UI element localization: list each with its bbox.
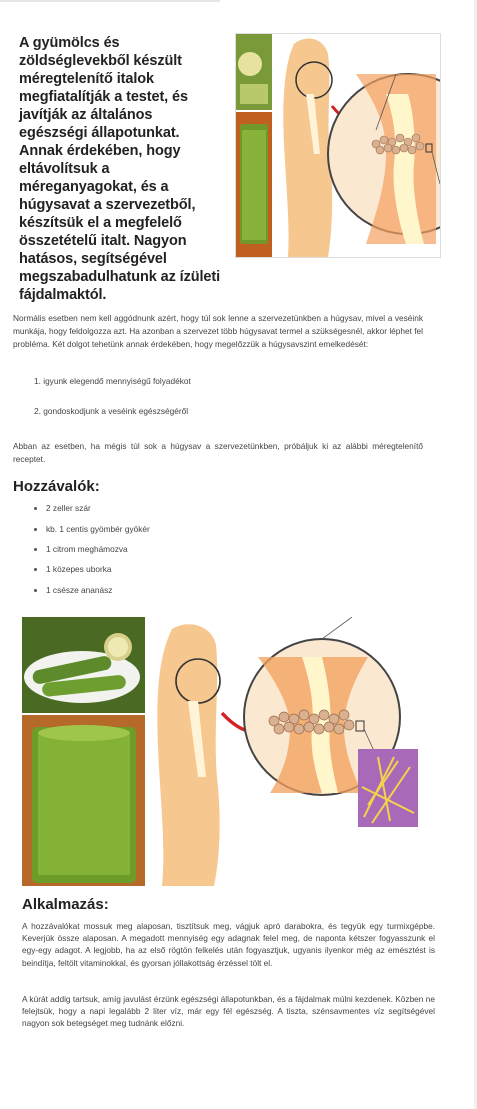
article-illustration bbox=[22, 617, 440, 886]
paragraph-2: Abban az esetben, ha mégis túl sok a húgysav a szervezetünkben, próbáljuk ki az alábbi méregtelenítő receptet. bbox=[13, 441, 423, 464]
gout-foot-illustration bbox=[236, 34, 440, 257]
top-divider bbox=[0, 0, 220, 2]
bullet-icon bbox=[34, 589, 37, 592]
hero-illustration bbox=[235, 33, 441, 258]
ingredients-heading: Hozzávalók: bbox=[13, 478, 100, 495]
gout-juice-illustration bbox=[22, 617, 440, 886]
ingredient-item: 1 citrom meghámozva bbox=[34, 544, 128, 554]
ingredient-item: 1 csésze ananász bbox=[34, 585, 112, 595]
ingredient-item: kb. 1 centis gyömbér gyökér bbox=[34, 524, 150, 534]
ordered-item-2: 2. gondoskodjunk a veséink egészségéről bbox=[34, 406, 189, 416]
usage-paragraph-2: A kúrát addig tartsuk, amíg javulást érzünk egészségi állapotunkban, és a fájdalmak múlni kezdenek. Közben ne felejtsük, hogy a napi legalább 2 liter víz, már egy fél egészség. A tiszta, szénsavmentes víz segítségével nagyon sok betegséget meg tudnánk előzni. bbox=[22, 994, 435, 1029]
paragraph-1: Normális esetben nem kell aggódnunk azért, hogy túl sok lenne a szervezetünkben a húgysav, mivel a veséink munkája, hogy feldolgozza azt. Ha azonban a szervezet több húgysavat termel a szükségesnél, akkor léphet fel probléma. Két dolgot tehetünk annak érdekében, hogy megelőzzük a húgysavszint emelkedését: bbox=[13, 313, 424, 349]
bullet-icon bbox=[34, 507, 37, 510]
ordered-item-1: 1. igyunk elegendő mennyiségű folyadékot bbox=[34, 376, 191, 386]
bullet-icon bbox=[34, 528, 37, 531]
ingredient-item: 1 közepes uborka bbox=[34, 564, 112, 574]
ingredient-item: 2 zeller szár bbox=[34, 503, 91, 513]
usage-heading: Alkalmazás: bbox=[22, 896, 109, 913]
bullet-icon bbox=[34, 548, 37, 551]
intro-text: A gyümölcs és zöldséglevekből készült méregtelenítő italok megfiatalítják a testet, és javítják az általános egészségi állapotunkat. Annak érdekében, hogy eltávolítsuk a méreganyagokat, és a húgysavat a szervezetből, készítsük el a megfelelő összetételű italt. Nagyon hatásos, segítségével megszabadulhatunk az ízületi fájdalmaktól. bbox=[19, 35, 221, 303]
bullet-icon bbox=[34, 568, 37, 571]
usage-paragraph-1: A hozzávalókat mossuk meg alaposan, tisztítsuk meg, vágjuk apró darabokra, és tegyük egy turmixgépbe. Keverjük össze alaposan. A megadott mennyiség egy adagnak felel meg, de naponta kétszer fogyasszunk el egy-egy adagot. A legjobb, ha az első rögtön felkelés után fogyasztjuk, ugyanis ilyenkor még az emésztést is beindítja, feltölt vitaminokkal, és gyorsan jóllakottság érzéssel tölt el. bbox=[22, 921, 435, 968]
